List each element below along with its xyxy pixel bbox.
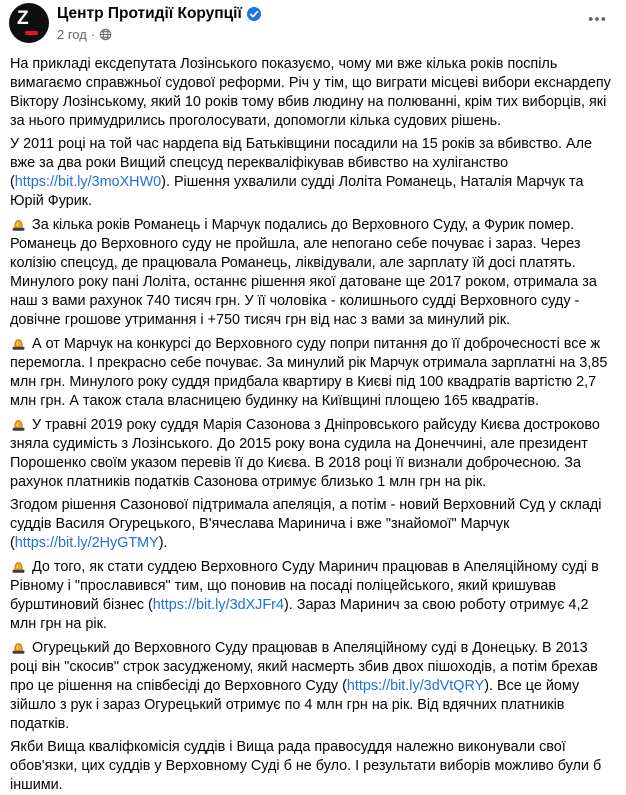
- page-name-link[interactable]: Центр Протидії Корупції: [57, 5, 242, 22]
- avatar-logo-letter: Z: [17, 8, 29, 29]
- post-text-segment: ). Рішення ухвалили судді Лоліта Романець, Наталія Марчук та Юрій Фурик.: [10, 174, 584, 209]
- post-text-segment: ). Зараз Маринич за свою роботу отримує 4,2 млн грн на рік.: [10, 597, 589, 632]
- ellipsis-more-icon: [588, 16, 606, 22]
- post-text-segment: На прикладі ексдепутата Лозінського показуємо, чому ми вже кілька років поспіль вимагаємо справжньої судової реформи. Річ у тім, що виграти місцеві вибори екснардепу Віктору Лозінському, який 10 років тому вбив людину на полюванні, крім тих виборців, які за нього примудрились проголосувати, допомогли кілька судових рішень.: [10, 56, 611, 129]
- post-text-segment: Якби Вища кваліфкомісія суддів і Вища рада правосуддя належно виконували свої обов'язки, цих суддів у Верховному Суді б не було. І результати виборів можливо були б іншими.: [10, 739, 602, 793]
- post-text-segment: А от Марчук на конкурсі до Верховного суду попри питання до її доброчесності все ж перемогла. І прекрасно себе почуває. За минулий рік Марчук отримала зарплатні на 3,85 млн грн. Минулого року суддя придбала квартиру в Києві під 100 квадратів вартістю 2,7 млн грн. А також стала власницею будинку на Київщині площею 165 квадратів.: [10, 336, 608, 409]
- meta-separator: ·: [90, 27, 96, 42]
- post-meta-row: [57, 27, 112, 42]
- post-header: [0, 0, 626, 47]
- post-text: [0, 47, 626, 795]
- post-paragraph: [10, 738, 616, 795]
- post-text-segment: Огурецький до Верховного Суду працював в Апеляційному суді в Донецьку. В 2013 році він "скосив" строк засудженому, який насмерть збив двох пішоходів, а потім брехав про це рішення на співбесіді до Верховного Суду (: [10, 640, 598, 694]
- post-text-segment: До того, як стати суддею Верховного Суду Маринич працював в Апеляційному суді в Рівному і "прославився" тим, що поновив на посаді поліцейського, який кришував бурштиновий бізнес (: [10, 559, 599, 613]
- post-link[interactable]: https://bit.ly/2HyGTMY: [14, 535, 159, 551]
- post-paragraph: [10, 496, 616, 553]
- post-link[interactable]: https://bit.ly/3moXHW0: [14, 174, 162, 190]
- post-paragraph: [10, 55, 616, 131]
- siren-emoji-icon: [10, 215, 27, 232]
- more-options-button[interactable]: [582, 5, 612, 33]
- avatar[interactable]: [9, 3, 49, 43]
- post-timestamp[interactable]: 2 год: [57, 27, 87, 42]
- siren-emoji-icon: [10, 334, 27, 351]
- post-paragraph: [10, 334, 616, 411]
- post-paragraph: [10, 557, 616, 634]
- post-text-segment: За кілька років Романець і Марчук подались до Верховного Суду, а Фурик помер. Романець до Верховного суду не пройшла, але непогано себе почуває і зараз. Через колізію спецсуд, де працювала Романець, ліквідували, але зарплату їй досі платять. Минулого року пані Лоліта, останнє рішення якої датоване ще 2017 роком, отримала за наш з вами рахунок 740 тисяч грн. У її чоловіка - колишнього судді Верховного суду - довічне грошове утримання і +750 тисяч грн від нас з вами за минулий рік.: [10, 217, 597, 328]
- post-paragraph: [10, 415, 616, 492]
- siren-emoji-icon: [10, 638, 27, 655]
- page-name-row: [57, 5, 261, 23]
- post-link[interactable]: https://bit.ly/3dVtQRY: [346, 678, 485, 694]
- siren-emoji-icon: [10, 557, 27, 574]
- post-text-segment: У 2011 році на той час нардепа від Батьківщини посадили на 15 років за вбивство. Але вже за два роки Вищий спецсуд перекваліфікував вбивство на хуліганство (: [10, 136, 592, 190]
- post-text-segment: ).: [158, 535, 168, 551]
- post-text-segment: ). Все це йому зійшло з рук і зараз Огурецький отримує по 4 млн грн на рік. Від вдячних платників податків.: [10, 678, 580, 732]
- post-link[interactable]: https://bit.ly/3dXJFr4: [152, 597, 284, 613]
- post-text-segment: Згодом рішення Сазонової підтримала апеляція, а потім - новий Верховний Суд у складі суддів Василя Огурецького, В'ячеслава Маринича і вже "знайомої" Марчук (: [10, 497, 602, 551]
- post-paragraph: [10, 135, 616, 211]
- post-paragraph: [10, 215, 616, 330]
- verified-badge-icon: [247, 7, 261, 21]
- post-text-segment: У травні 2019 року суддя Марія Сазонова з Дніпровського райсуду Києва достроково зняла судимість з Лозінського. До 2015 року вона судила на Донеччині, але президент Порошенко своїм указом перевів її до Києва. В 2018 році її визнали доброчесною. За рахунок платників податків Сазонова отримує близько 1 млн грн на рік.: [10, 417, 600, 490]
- avatar-logo-dash: [25, 31, 38, 35]
- siren-emoji-icon: [10, 415, 27, 432]
- globe-public-icon: [99, 28, 112, 41]
- post-paragraph: [10, 638, 616, 734]
